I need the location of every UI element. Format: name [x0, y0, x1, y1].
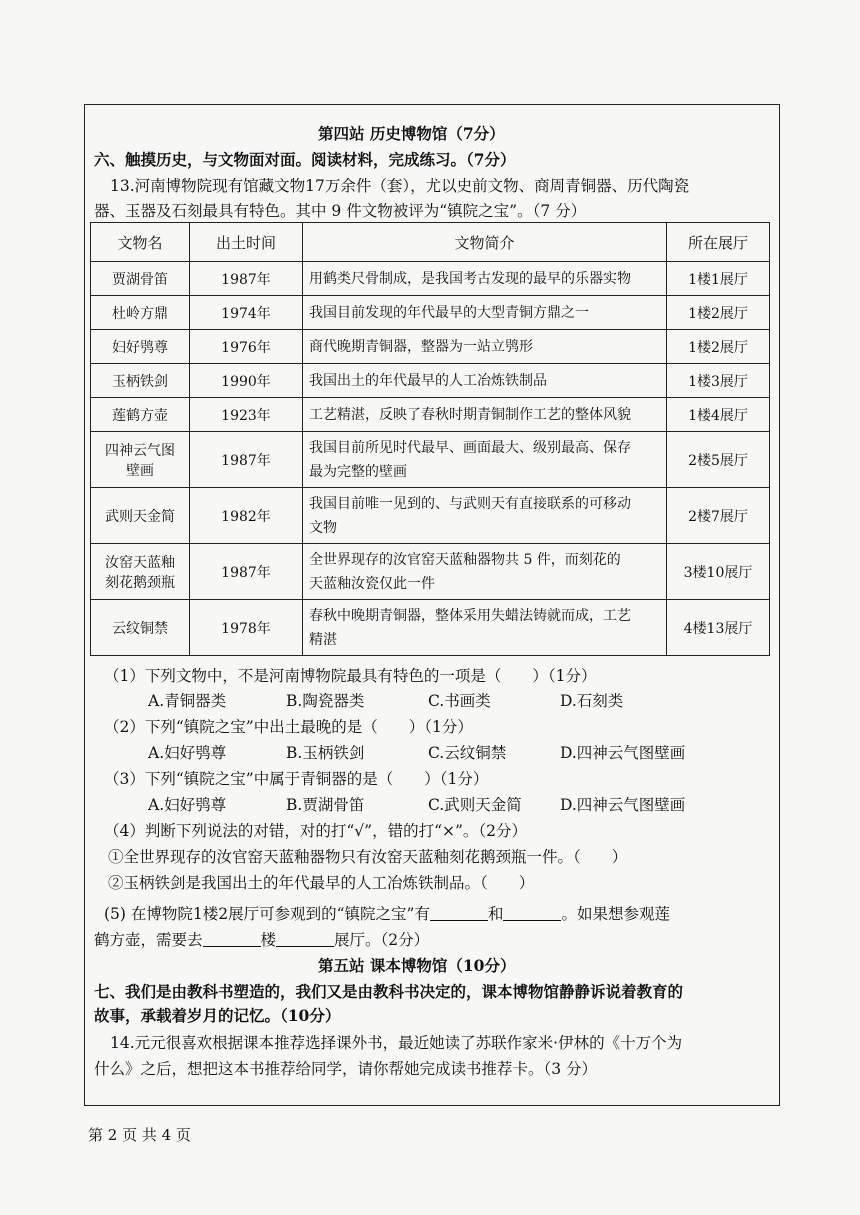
unearthed-year: 1982年: [190, 488, 303, 544]
part-6-title: 六、触摸历史，与文物面对面。阅读材料，完成练习。（7分）: [94, 150, 516, 169]
q3-option-b: B.贾湖骨笛: [286, 796, 365, 814]
relic-intro: 精湛: [309, 631, 337, 648]
q1-option-a: A.青铜器类: [148, 692, 227, 710]
q2-option-c: C.云纹铜禁: [428, 744, 507, 762]
header-relic-intro: 文物简介: [303, 223, 667, 262]
relic-intro: 商代晚期青铜器，整器为一站立鸮形: [309, 338, 533, 355]
exhibition-hall: 1楼2展厅: [667, 330, 770, 364]
q2-option-b: B.玉柄铁剑: [286, 744, 365, 762]
header-relic-name: 文物名: [91, 223, 190, 262]
relic-name: 莲鹤方壶: [112, 407, 168, 424]
table-row: [91, 432, 770, 488]
relic-intro: 我国出土的年代最早的人工冶炼铁制品: [309, 372, 547, 389]
relic-intro: 春秋中晚期青铜器，整体采用失蜡法铸就而成，工艺: [309, 607, 631, 624]
exhibition-hall: 2楼7展厅: [667, 488, 770, 544]
relic-intro-cell: [303, 330, 667, 364]
q5-blank-floor[interactable]: [203, 932, 261, 947]
question-1: （1）下列文物中，不是河南博物院最具有特色的一项是（ ）（1分）: [104, 667, 597, 685]
table-row: [91, 262, 770, 296]
exhibition-hall: 1楼4展厅: [667, 398, 770, 432]
q3-option-d: D.四神云气图壁画: [560, 796, 686, 814]
q5-blank-1[interactable]: [430, 906, 488, 921]
relic-intro-cell: [303, 364, 667, 398]
q1-option-c: C.书画类: [428, 692, 491, 710]
relic-intro: 文物: [309, 519, 337, 536]
relic-intro: 我国目前唯一见到的、与武则天有直接联系的可移动: [309, 495, 631, 512]
relic-intro-cell: [303, 600, 667, 656]
q5-text-part2: 和: [487, 905, 504, 923]
q14-line1: 14.元元很喜欢根据课本推荐选择课外书，最近她读了苏联作家米·伊林的《十万个为: [110, 1034, 683, 1052]
relic-intro-cell: [303, 544, 667, 600]
relic-name: 妇好鸮尊: [112, 339, 168, 356]
question-3: （3）下列“镇院之宝”中属于青铜器的是（ ）（1分）: [104, 770, 489, 788]
table-header-row: [91, 223, 770, 262]
relic-name: 壁画: [126, 462, 154, 479]
station-5-title: 第五站 课本博物馆（10分）: [318, 956, 516, 975]
q1-option-d: D.石刻类: [560, 692, 624, 710]
relic-intro: 用鹤类尺骨制成，是我国考古发现的最早的乐器实物: [309, 270, 631, 287]
unearthed-year: 1987年: [190, 432, 303, 488]
unearthed-year: 1974年: [190, 296, 303, 330]
q4-statement-1: ①全世界现存的汝官窑天蓝釉器物只有汝窑天蓝釉刻花鹅颈瓶一件。（ ）: [108, 848, 628, 866]
q5-text-part1: (5) 在博物院1楼2展厅可参观到的“镇院之宝”有: [104, 905, 430, 923]
table-row: [91, 364, 770, 398]
q2-option-d: D.四神云气图壁画: [560, 744, 686, 762]
exhibition-hall: 1楼2展厅: [667, 296, 770, 330]
q5-text-part5: 楼: [260, 931, 277, 949]
relic-name-cell: [91, 262, 190, 296]
station-4-title: 第四站 历史博物馆（7分）: [318, 124, 505, 143]
relic-name: 武则天金简: [105, 508, 175, 525]
q5-text-part3: 。如果想参观莲: [561, 905, 670, 923]
relic-name: 玉柄铁剑: [112, 373, 168, 390]
relic-intro: 工艺精湛，反映了春秋时期青铜制作工艺的整体风貌: [309, 406, 631, 423]
unearthed-year: 1976年: [190, 330, 303, 364]
relic-name-cell: [91, 600, 190, 656]
exhibition-hall: 3楼10展厅: [667, 544, 770, 600]
part-7-line2: 故事，承载着岁月的记忆。（10分）: [94, 1006, 341, 1025]
q5-blank-hall[interactable]: [276, 932, 334, 947]
relic-name: 杜岭方鼎: [112, 305, 168, 322]
relic-name: 云纹铜禁: [112, 620, 168, 637]
unearthed-year: 1990年: [190, 364, 303, 398]
exhibition-hall: 4楼13展厅: [667, 600, 770, 656]
exhibition-hall: 2楼5展厅: [667, 432, 770, 488]
q1-option-b: B.陶瓷器类: [286, 692, 365, 710]
relic-intro: 最为完整的壁画: [309, 463, 407, 480]
relic-name-cell: [91, 488, 190, 544]
relic-name: 贾湖骨笛: [112, 271, 168, 288]
relic-name: 刻花鹅颈瓶: [105, 574, 175, 591]
unearthed-year: 1923年: [190, 398, 303, 432]
relic-name-cell: [91, 432, 190, 488]
unearthed-year: 1987年: [190, 544, 303, 600]
question-5-line1: [104, 902, 670, 924]
relic-intro-cell: [303, 398, 667, 432]
table-row: [91, 296, 770, 330]
relic-intro: 全世界现存的汝官窑天蓝釉器物共 5 件，而刻花的: [309, 551, 621, 568]
part-7-line1: 七、我们是由教科书塑造的，我们又是由教科书决定的，课本博物馆静静诉说着教育的: [94, 982, 684, 1001]
q5-text-part6: 展厅。（2分）: [334, 931, 430, 949]
unearthed-year: 1978年: [190, 600, 303, 656]
q4-statement-2: ②玉柄铁剑是我国出土的年代最早的人工冶炼铁制品。（ ）: [108, 874, 535, 892]
q13-intro-line2: 器、玉器及石刻最具有特色。其中 9 件文物被评为“镇院之宝”。（7 分）: [94, 202, 587, 220]
relic-intro: 天蓝釉汝瓷仅此一件: [309, 575, 435, 592]
q3-option-a: A.妇好鸮尊: [148, 796, 227, 814]
question-5-line2: [94, 928, 429, 950]
relic-name-cell: [91, 330, 190, 364]
header-exhibition-hall: 所在展厅: [667, 223, 770, 262]
relic-name-cell: [91, 544, 190, 600]
table-row: [91, 330, 770, 364]
relic-intro: 我国目前发现的年代最早的大型青铜方鼎之一: [309, 304, 589, 321]
q5-text-part4: 鹤方壶，需要去: [94, 931, 203, 949]
header-unearthed-year: 出土时间: [190, 223, 303, 262]
q3-option-c: C.武则天金简: [428, 796, 522, 814]
q2-option-a: A.妇好鸮尊: [148, 744, 227, 762]
relic-intro-cell: [303, 488, 667, 544]
relic-name-cell: [91, 296, 190, 330]
relic-name-cell: [91, 364, 190, 398]
relic-intro-cell: [303, 296, 667, 330]
relic-intro: 我国目前所见时代最早、画面最大、级别最高、保存: [309, 439, 631, 456]
q5-blank-2[interactable]: [503, 906, 561, 921]
table-row: [91, 600, 770, 656]
question-2: （2）下列“镇院之宝”中出土最晚的是（ ）（1分）: [104, 718, 473, 736]
table-row: [91, 488, 770, 544]
page-number: 第 2 页 共 4 页: [88, 1126, 191, 1144]
exhibition-hall: 1楼1展厅: [667, 262, 770, 296]
relic-name-cell: [91, 398, 190, 432]
relic-intro-cell: [303, 262, 667, 296]
relic-intro-cell: [303, 432, 667, 488]
table-row: [91, 544, 770, 600]
unearthed-year: 1987年: [190, 262, 303, 296]
exhibition-hall: 1楼3展厅: [667, 364, 770, 398]
q14-line2: 什么》之后，想把这本书推荐给同学，请你帮她完成读书推荐卡。（3 分）: [94, 1060, 598, 1078]
relic-name: 汝窑天蓝釉: [105, 554, 175, 571]
relic-name: 四神云气图: [105, 442, 175, 459]
relics-table: [90, 222, 770, 656]
q13-intro-line1: 13.河南博物院现有馆藏文物17万余件（套），尤以史前文物、商周青铜器、历代陶瓷: [110, 177, 690, 195]
question-4: （4）判断下列说法的对错，对的打“√”，错的打“×”。（2分）: [104, 822, 528, 840]
table-row: [91, 398, 770, 432]
